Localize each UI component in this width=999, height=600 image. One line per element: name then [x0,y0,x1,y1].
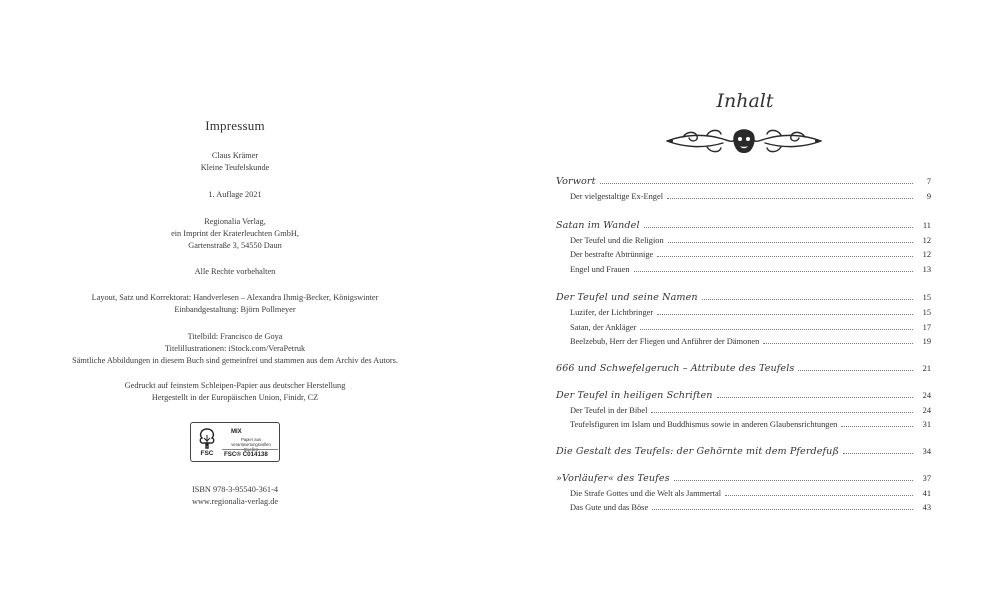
toc-entry-label: Luzifer, der Lichtbringer [570,308,654,317]
leader-dots [634,270,913,272]
fsc-label [190,422,280,462]
print-line: Hergestellt in der Europäischen Union, Finidr, CZ [151,393,319,403]
toc-page-number: 41 [922,488,931,498]
leader-dots [651,411,913,413]
toc-chapter[interactable] [556,473,931,489]
toc-page-number: 12 [922,250,931,259]
toc-entry-label: Beelzebub, Herr der Fliegen und Anführer der Dämonen [570,337,760,346]
author-block [0,150,470,174]
fsc-text: Papier aus verantwortungsvollen Quellen [231,437,271,452]
leader-dots [674,479,913,481]
toc-subentry[interactable] [556,489,931,504]
toc-entry-label: Der Teufel in der Bibel [570,405,648,415]
image-credit-line: Sämtliche Abbildungen in diesem Buch sind gemeinfrei und stammen aus dem Archiv des Autors. [72,356,398,366]
toc-subentry[interactable] [556,236,931,251]
toc-page-number: 15 [922,293,931,302]
leader-dots [600,182,913,184]
toc-page [520,0,999,600]
toc-entry-label: Die Strafe Gottes und die Welt als Jammertal [570,488,722,498]
toc-chapter[interactable] [556,390,931,406]
author-name: Claus Krämer [211,151,259,160]
fsc-logo-label: FSC [200,450,214,457]
toc-page-number: 11 [922,220,931,230]
toc-page-number: 17 [922,322,931,332]
toc-page-number: 13 [922,264,931,274]
toc-title: Inhalt [716,90,774,112]
toc-entry-label: Satan, der Ankläger [570,322,637,332]
impressum-title: Impressum [205,118,265,133]
leader-dots [668,241,913,243]
isbn: ISBN 978-3-95540-361-4 [192,485,278,494]
toc-page-number: 12 [922,235,931,245]
publisher-line: Gartenstraße 3, 54550 Daun [188,241,282,251]
toc-page-number: 43 [922,503,931,512]
impressum-page [0,0,470,600]
publisher-line: Regionalia Verlag, [204,217,266,226]
print-block [0,380,470,404]
toc-chapter[interactable] [556,446,931,462]
toc-entry-label: Der Teufel und die Religion [570,235,664,245]
toc-entry-label: Die Gestalt des Teufels: der Gehörnte mit dem Pferdefuß [556,445,839,457]
toc-page-number: 24 [922,390,931,400]
toc-page-number: 9 [926,192,931,201]
ornament-icon [663,125,825,157]
leader-dots [640,328,913,330]
toc-entry-label: Der vielgestaltige Ex-Engel [570,192,664,201]
toc-subentry[interactable] [556,323,931,338]
toc-subentry[interactable] [556,337,931,352]
book-title: Kleine Teufelskunde [200,163,270,173]
production-line: Layout, Satz und Korrektorat: Handverlesen – Alexandra Ihmig-Becker, Königswinter [91,293,379,302]
spacer [556,462,931,473]
spacer [556,379,931,390]
leader-dots [702,298,913,300]
leader-dots [667,197,913,199]
toc-subentry[interactable] [556,265,931,280]
leader-dots [644,226,913,228]
rights-notice: Alle Rechte vorbehalten [194,267,276,276]
toc-page-number: 31 [922,420,931,429]
image-credits-block [0,331,470,368]
toc-subentry[interactable] [556,406,931,421]
production-block [0,292,470,316]
toc-entry-label: Vorwort [556,176,596,187]
spacer [556,207,931,220]
isbn-block [0,484,470,508]
toc-page-number: 19 [922,337,931,346]
toc-entry-label: Der Teufel und seine Namen [556,292,698,303]
toc-entry-label: Engel und Frauen [570,264,630,274]
toc-entry-label: 666 und Schwefelgeruch – Attribute des Teufels [556,362,795,374]
leader-dots [725,494,913,496]
toc-subentry[interactable] [556,250,931,265]
leader-dots [657,255,913,257]
spacer [556,352,931,363]
spacer [556,279,931,292]
production-line: Einbandgestaltung: Björn Pollmeyer [174,305,296,315]
toc-list [556,176,931,518]
leader-dots [652,508,913,510]
spacer [556,435,931,446]
image-credit-line: Titelillustrationen: iStock.com/VeraPetruk [164,344,306,354]
toc-subentry[interactable] [556,420,931,435]
toc-page-number: 34 [922,446,931,456]
toc-page-number: 21 [922,363,931,373]
publisher-line: ein Imprint der Kraterleuchten GmbH, [171,229,299,239]
print-line: Gedruckt auf feinstem Schleipen-Papier aus deutscher Herstellung [124,381,346,390]
leader-dots [841,425,913,427]
leader-dots [798,369,913,371]
fsc-mix: MIX [231,429,242,435]
toc-chapter[interactable] [556,363,931,379]
leader-dots [763,342,913,344]
leader-dots [843,452,913,454]
leader-dots [657,313,913,315]
toc-chapter[interactable] [556,292,931,308]
toc-chapter[interactable] [556,220,931,236]
toc-subentry[interactable] [556,503,931,518]
toc-page-number: 7 [926,177,931,186]
fsc-code: FSC® C014138 [224,451,268,458]
fsc-tree-icon [194,426,220,458]
toc-entry-label: Das Gute und das Böse [570,503,649,512]
website: www.regionalia-verlag.de [191,497,279,507]
toc-page-number: 37 [922,473,931,483]
toc-entry-label: Teufelsfiguren im Islam und Buddhismus sowie in anderen Glaubensrichtungen [570,420,838,429]
toc-subentry[interactable] [556,192,931,207]
publisher-block [0,216,470,253]
toc-page-number: 24 [922,405,931,415]
toc-entry-label: »Vorläufer« des Teufes [556,472,670,484]
toc-entry-label: Der bestrafte Abtrünnige [570,250,654,259]
toc-entry-label: Satan im Wandel [556,219,640,231]
fsc-divider [222,449,278,450]
toc-chapter[interactable] [556,176,931,192]
toc-page-number: 15 [922,308,931,317]
edition: 1. Auflage 2021 [208,190,262,199]
toc-subentry[interactable] [556,308,931,323]
leader-dots [717,396,913,398]
toc-entry-label: Der Teufel in heiligen Schriften [556,389,713,401]
image-credit-line: Titelbild: Francisco de Goya [187,332,283,341]
